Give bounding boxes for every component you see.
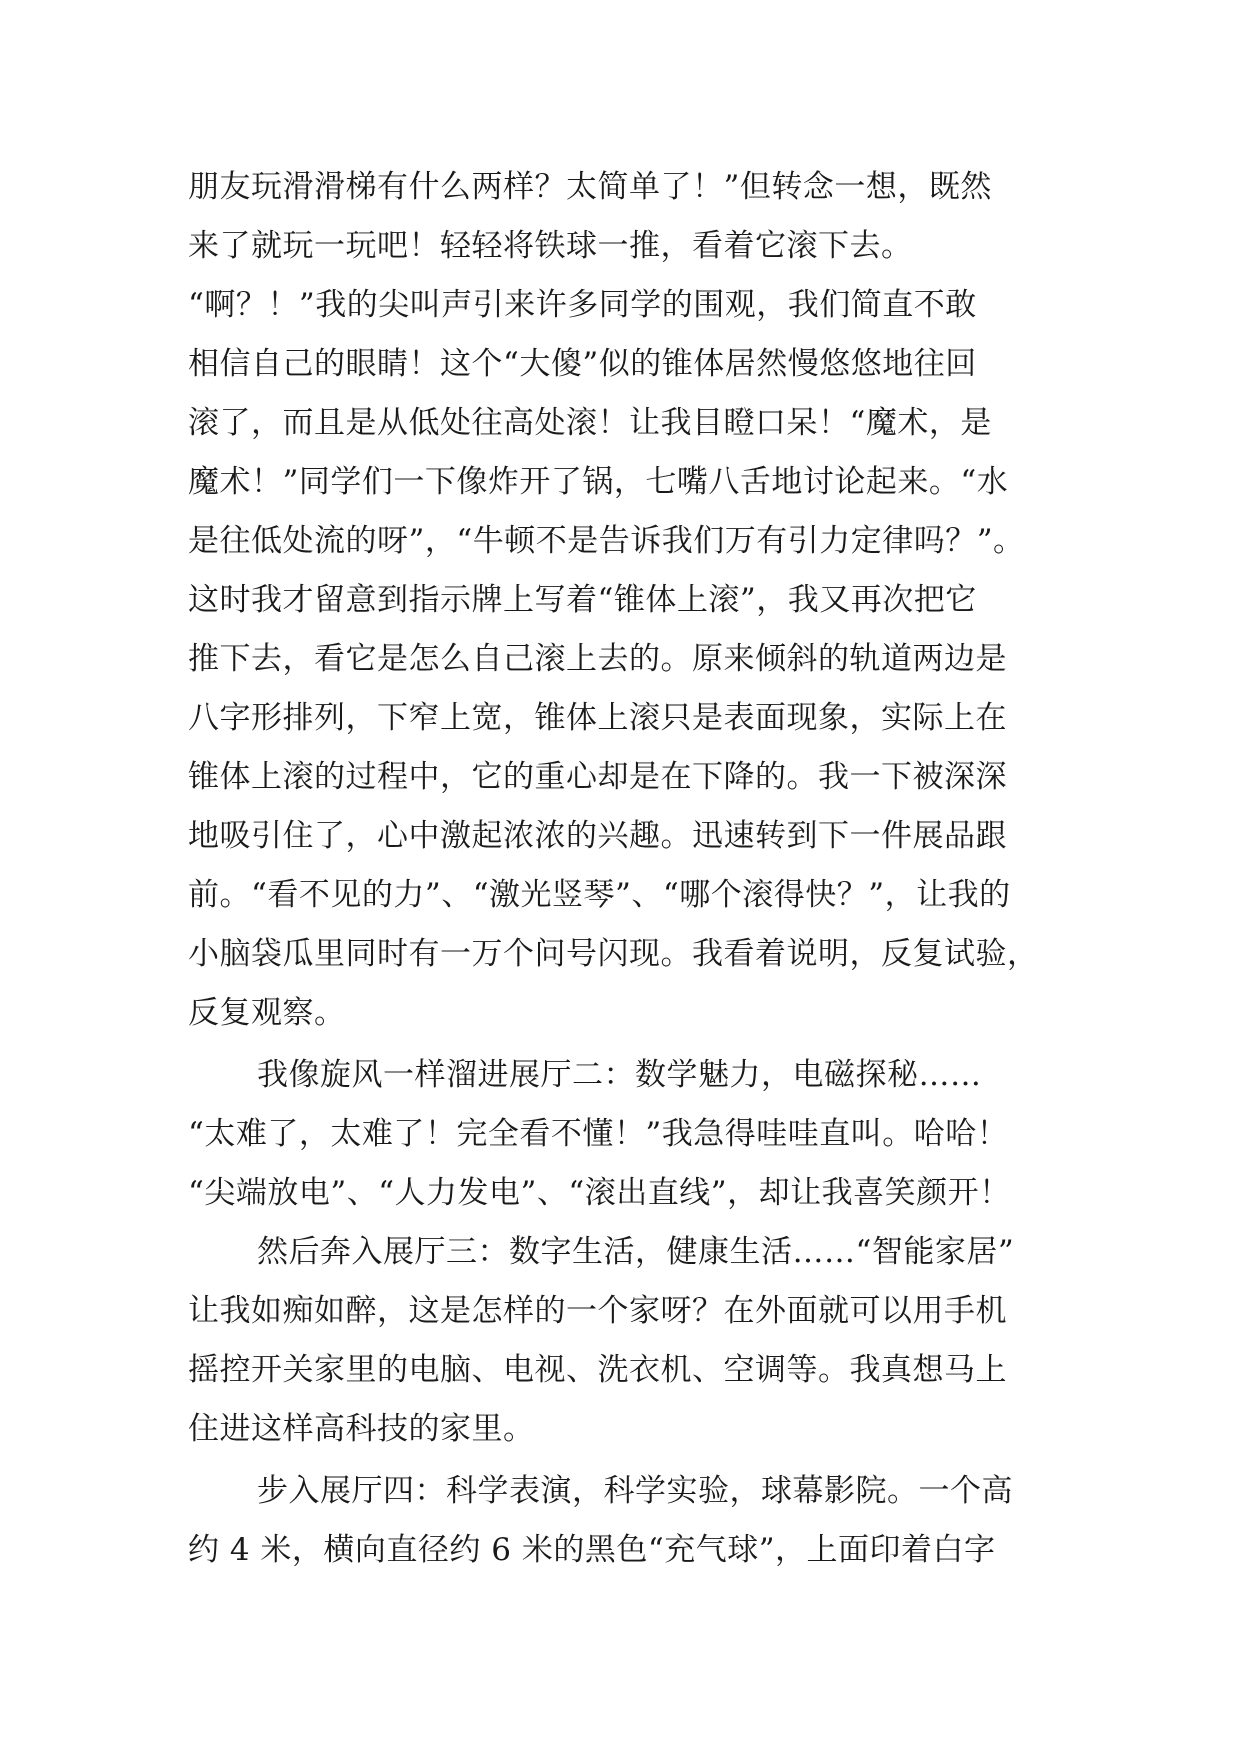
text-line: 约 4 米，横向直径约 6 米的黑色“充气球”，上面印着白字 xyxy=(188,1532,996,1568)
text-line: 来了就玩一玩吧！轻轻将铁球一推，看着它滚下去。 xyxy=(188,228,913,264)
text-line: 推下去，看它是怎么自己滚上去的。原来倾斜的轨道两边是 xyxy=(188,641,1007,677)
text-line: 魔术！”同学们一下像炸开了锅，七嘴八舌地讨论起来。“水 xyxy=(188,464,1009,500)
text-line: 锥体上滚的过程中，它的重心却是在下降的。我一下被深深 xyxy=(188,759,1007,795)
text-line: 地吸引住了，心中激起浓浓的兴趣。迅速转到下一件展品跟 xyxy=(188,818,1007,854)
text-line: “尖端放电”、“人力发电”、“滚出直线”，却让我喜笑颜开！ xyxy=(188,1175,1011,1211)
text-line: 我像旋风一样溜进展厅二：数学魅力，电磁探秘…… xyxy=(257,1057,982,1093)
text-line: 八字形排列，下窄上宽，锥体上滚只是表面现象，实际上在 xyxy=(188,700,1007,736)
text-line: “太难了，太难了！完全看不懂！”我急得哇哇直叫。哈哈！ xyxy=(188,1116,1009,1152)
text-line: 摇控开关家里的电脑、电视、洗衣机、空调等。我真想马上 xyxy=(188,1352,1007,1388)
text-line: 滚了，而且是从低处往高处滚！让我目瞪口呆！“魔术，是 xyxy=(188,405,992,441)
body-text xyxy=(188,158,1088,1580)
text-line: 是往低处流的呀”，“牛顿不是告诉我们万有引力定律吗？”。 xyxy=(188,523,1025,559)
text-line: 反复观察。 xyxy=(188,995,346,1031)
text-line: 前。“看不见的力”、“激光竖琴”、“哪个滚得快？”，让我的 xyxy=(188,877,1011,913)
text-line: 朋友玩滑滑梯有什么两样？太简单了！”但转念一想，既然 xyxy=(188,169,992,205)
text-line: 相信自己的眼睛！这个“大傻”似的锥体居然慢悠悠地往回 xyxy=(188,346,977,382)
text-line: 然后奔入展厅三：数字生活，健康生活……“智能家居” xyxy=(257,1234,1015,1270)
text-line: 住进这样高科技的家里。 xyxy=(188,1411,535,1447)
text-line: “啊？！”我的尖叫声引来许多同学的围观，我们简直不敢 xyxy=(188,287,977,323)
text-line: 步入展厅四：科学表演，科学实验，球幕影院。一个高 xyxy=(257,1473,1013,1509)
text-line: 小脑袋瓜里同时有一万个问号闪现。我看着说明，反复试验， xyxy=(188,936,1039,972)
text-line: 让我如痴如醉，这是怎样的一个家呀？在外面就可以用手机 xyxy=(188,1293,1007,1329)
text-line: 这时我才留意到指示牌上写着“锥体上滚”，我又再次把它 xyxy=(188,582,977,618)
